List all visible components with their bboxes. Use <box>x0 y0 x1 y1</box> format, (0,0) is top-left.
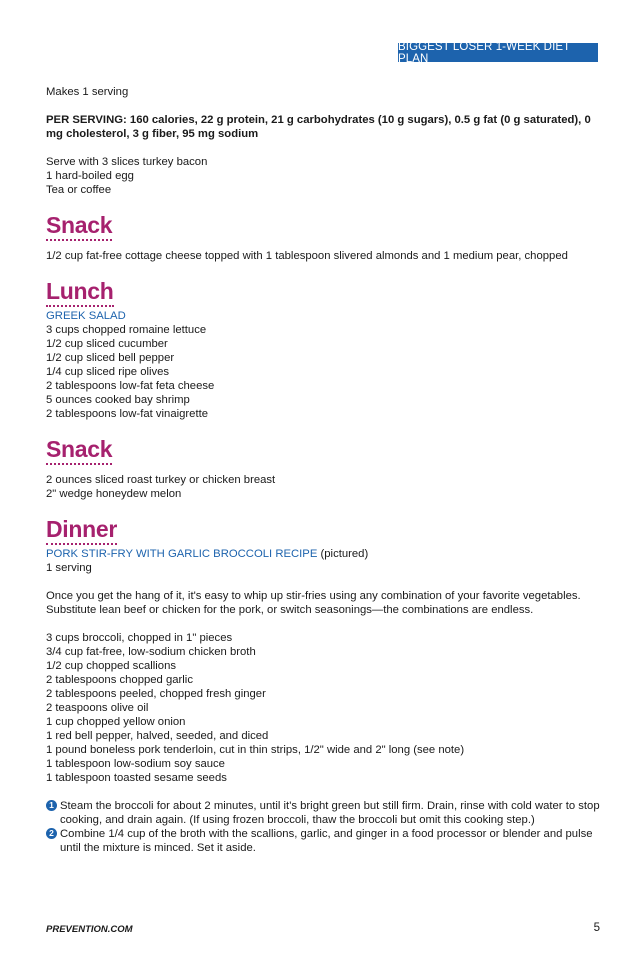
footer-site: PREVENTION.COM <box>46 924 133 935</box>
step-number-2: 2 <box>46 828 57 839</box>
snack-text: 1/2 cup fat-free cottage cheese topped with 1 tablespoon slivered almonds and 1 medium pear, chopped <box>46 250 568 262</box>
snack-heading: Snack <box>46 213 112 241</box>
ingredient: 1 tablespoon toasted sesame seeds <box>46 772 227 784</box>
dinner-heading: Dinner <box>46 517 117 545</box>
page-content <box>46 85 606 855</box>
serve-with-item: 1 hard-boiled egg <box>46 170 134 182</box>
lunch-item: 2 tablespoons low-fat feta cheese <box>46 380 215 392</box>
ingredient: 3 cups broccoli, chopped in 1" pieces <box>46 632 233 644</box>
ingredient: 1 tablespoon low-sodium soy sauce <box>46 758 225 770</box>
lunch-item: 1/4 cup sliced ripe olives <box>46 366 170 378</box>
lunch-item: 1/2 cup sliced cucumber <box>46 338 168 350</box>
lunch-item: 5 ounces cooked bay shrimp <box>46 394 190 406</box>
ingredient: 1 pound boneless pork tenderloin, cut in thin strips, 1/2" wide and 2" long (see note) <box>46 744 465 756</box>
pictured-note: (pictured) <box>317 548 369 560</box>
recipe-steps <box>46 799 606 855</box>
ingredient: 2 teaspoons olive oil <box>46 702 149 714</box>
lunch-item: 2 tablespoons low-fat vinaigrette <box>46 408 209 420</box>
page-number: 5 <box>593 922 600 934</box>
recipe-step <box>46 827 606 855</box>
snack-heading-2: Snack <box>46 437 112 465</box>
greek-salad-title: GREEK SALAD <box>46 310 126 322</box>
ingredient: 2 tablespoons chopped garlic <box>46 674 193 686</box>
ingredient: 1/2 cup chopped scallions <box>46 660 177 672</box>
step-number-1: 1 <box>46 800 57 811</box>
lunch-item: 3 cups chopped romaine lettuce <box>46 324 207 336</box>
ingredient: 2 tablespoons peeled, chopped fresh ginger <box>46 688 266 700</box>
lunch-heading: Lunch <box>46 279 114 307</box>
ingredient: 3/4 cup fat-free, low-sodium chicken broth <box>46 646 256 658</box>
step-text: Combine 1/4 cup of the broth with the scallions, garlic, and ginger in a food processor or blender and pulse until the mixture is minced. Set it aside. <box>60 828 593 854</box>
recipe-step <box>46 799 606 827</box>
ingredient: 1 cup chopped yellow onion <box>46 716 186 728</box>
serve-with-item: Serve with 3 slices turkey bacon <box>46 156 208 168</box>
snack-item: 2" wedge honeydew melon <box>46 488 182 500</box>
per-serving-nutrition: PER SERVING: 160 calories, 22 g protein, 21 g carbohydrates (10 g sugars), 0.5 g fat (0 g saturated), 0 mg cholesterol, 3 g fiber, 95 mg sodium <box>46 114 591 140</box>
makes-serving: Makes 1 serving <box>46 86 129 98</box>
serve-with-item: Tea or coffee <box>46 184 112 196</box>
step-text: Steam the broccoli for about 2 minutes, until it's bright green but still firm. Drain, rinse with cold water to stop cooking, and drain again. (If using frozen broccoli, thaw the broccoli but omit this cooking step.) <box>60 800 600 826</box>
dinner-intro: Once you get the hang of it, it's easy to whip up stir-fries using any combination of your favorite vegetables. Substitute lean beef or chicken for the pork, or switch seasonings—the combinations are endless. <box>46 590 581 616</box>
dinner-recipe-line <box>46 547 606 561</box>
pork-stir-fry-title: PORK STIR-FRY WITH GARLIC BROCCOLI RECIPE <box>46 548 318 560</box>
section-banner: BIGGEST LOSER 1-WEEK DIET PLAN <box>398 43 598 62</box>
lunch-item: 1/2 cup sliced bell pepper <box>46 352 175 364</box>
snack-item: 2 ounces sliced roast turkey or chicken breast <box>46 474 276 486</box>
dinner-servings: 1 serving <box>46 562 92 574</box>
ingredient: 1 red bell pepper, halved, seeded, and diced <box>46 730 269 742</box>
